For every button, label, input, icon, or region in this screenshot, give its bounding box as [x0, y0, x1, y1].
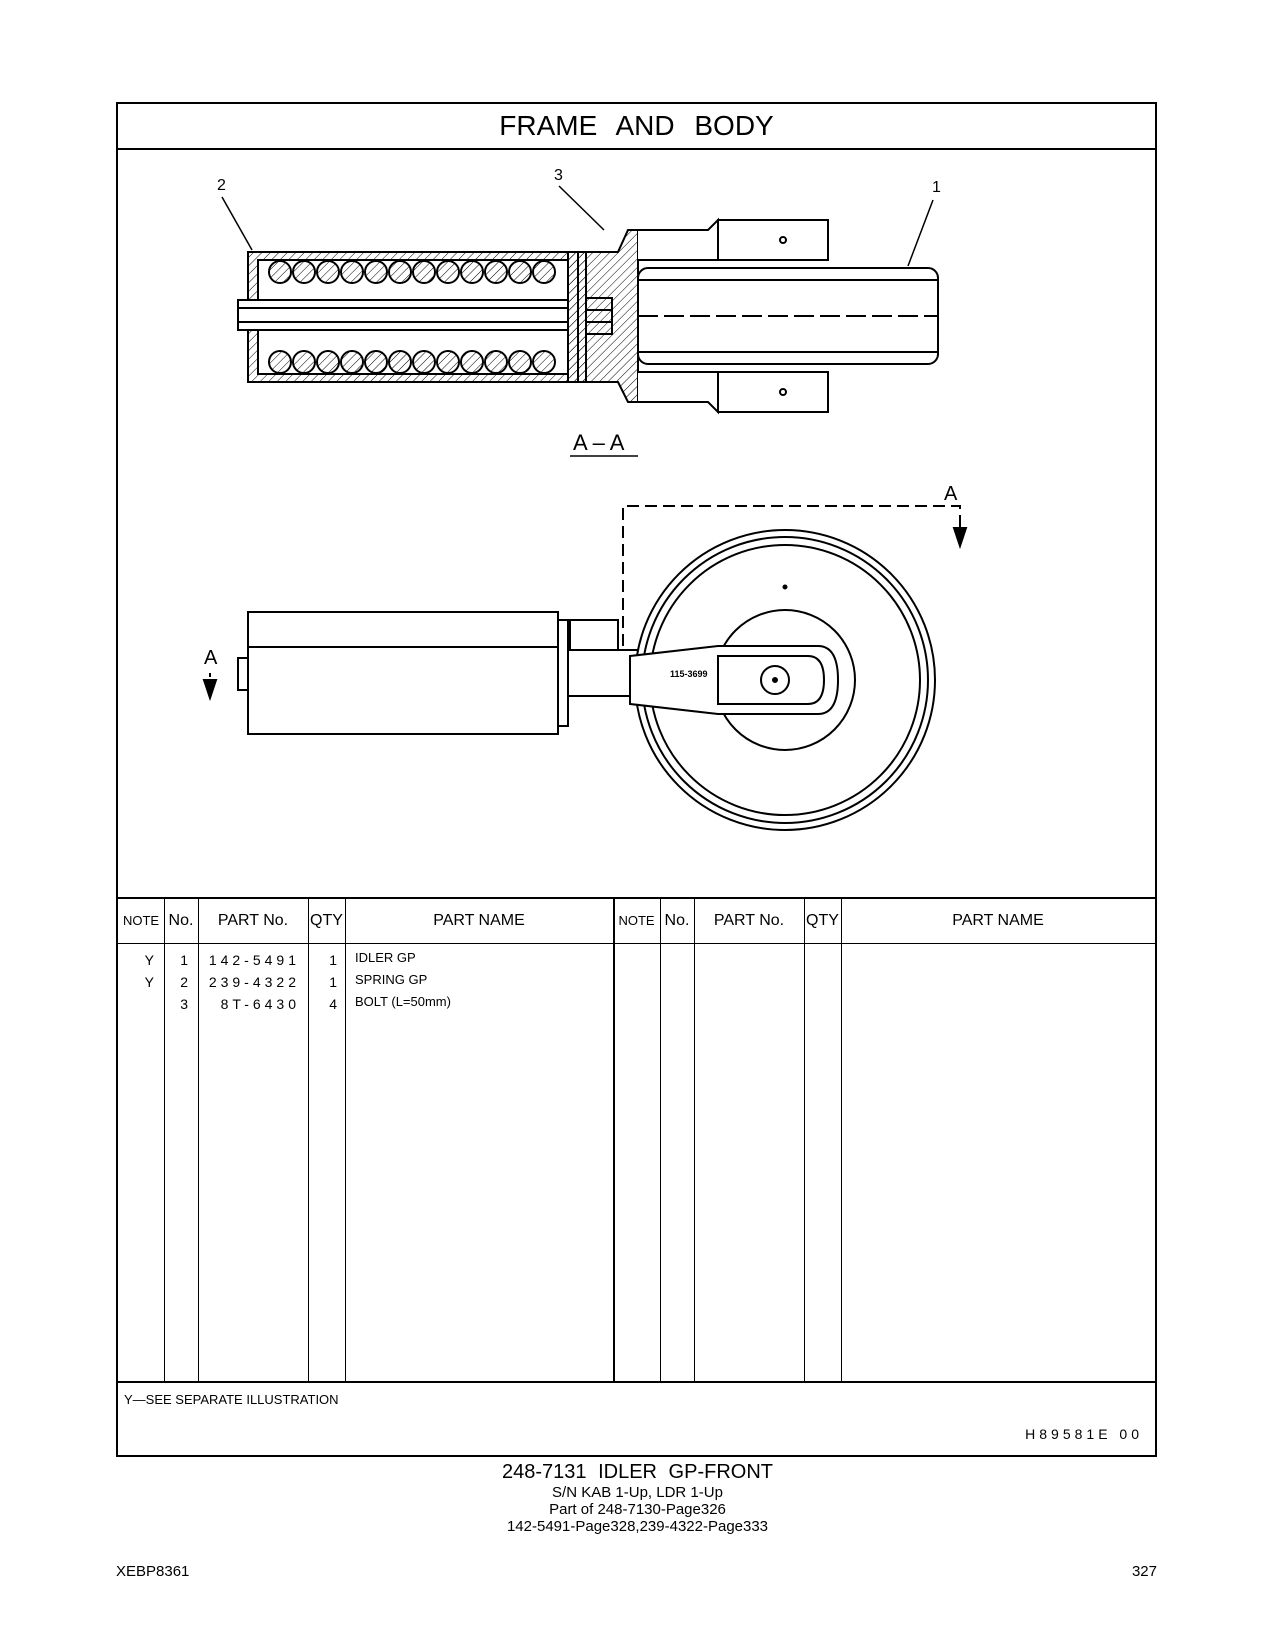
page-number: 327: [1131, 1563, 1157, 1580]
section-title: FRAME AND BODY: [118, 104, 1155, 150]
row3-part-no: 8T-6430: [220, 996, 300, 1012]
col-divider: [694, 899, 695, 1381]
header-part-name-2: PART NAME: [952, 912, 1044, 929]
header-divider: [118, 943, 1155, 944]
header-no-2: No.: [664, 912, 690, 929]
header-part-name: PART NAME: [433, 912, 525, 929]
section-view-aa: [238, 220, 938, 412]
idler-drawing-svg: [118, 150, 1155, 897]
row2-note: Y: [144, 974, 154, 990]
row1-no: 1: [180, 952, 188, 968]
header-no: No.: [168, 912, 194, 929]
parts-sheet-frame: [116, 102, 1157, 1457]
caption-title: 248-7131 IDLER GP-FRONT: [502, 1461, 773, 1483]
header-part-no-2: PART No.: [713, 912, 785, 929]
col-divider-center: [613, 899, 615, 1381]
section-label: A – A: [573, 430, 625, 455]
col-divider: [841, 899, 842, 1381]
row1-note: Y: [144, 952, 154, 968]
callout-3: 3: [554, 167, 563, 184]
row3-note: [118, 993, 154, 1015]
footnote: Y—SEE SEPARATE ILLUSTRATION: [124, 1392, 339, 1407]
doc-code: XEBP8361: [116, 1563, 190, 1580]
row2-no: 2: [180, 974, 188, 990]
side-view: [204, 506, 966, 830]
header-qty: QTY: [310, 912, 343, 929]
callout-2: 2: [217, 177, 226, 194]
header-note: NOTE: [122, 913, 160, 928]
header-part-no: PART No.: [217, 912, 289, 929]
exploded-drawing: [118, 150, 1155, 897]
col-divider: [660, 899, 661, 1381]
row2-qty: 1: [329, 974, 337, 990]
row1-name: IDLER GP: [355, 950, 416, 965]
section-marker-left: A: [204, 647, 218, 669]
callout-1: 1: [932, 179, 941, 196]
row1-qty: 1: [329, 952, 337, 968]
parts-table: [118, 897, 1155, 1383]
part-stamp-115-3699: 115-3699: [670, 669, 708, 679]
col-divider: [804, 899, 805, 1381]
col-divider: [345, 899, 346, 1381]
row2-name: SPRING GP: [355, 972, 428, 987]
row3-no: 3: [180, 996, 188, 1012]
section-marker-right: A: [944, 483, 958, 505]
caption-refs: 142-5491-Page328,239-4322-Page333: [506, 1518, 769, 1535]
caption-serial: S/N KAB 1-Up, LDR 1-Up: [552, 1484, 723, 1501]
row3-name: BOLT (L=50mm): [355, 994, 451, 1009]
row1-part-no: 142-5491: [208, 952, 300, 968]
row2-part-no: 239-4322: [208, 974, 300, 990]
caption-part-of: Part of 248-7130-Page326: [549, 1501, 726, 1518]
header-note-2: NOTE: [618, 913, 655, 928]
row3-qty: 4: [329, 996, 337, 1012]
drawing-id: H89581E 00: [1025, 1426, 1143, 1442]
header-qty-2: QTY: [806, 912, 839, 929]
